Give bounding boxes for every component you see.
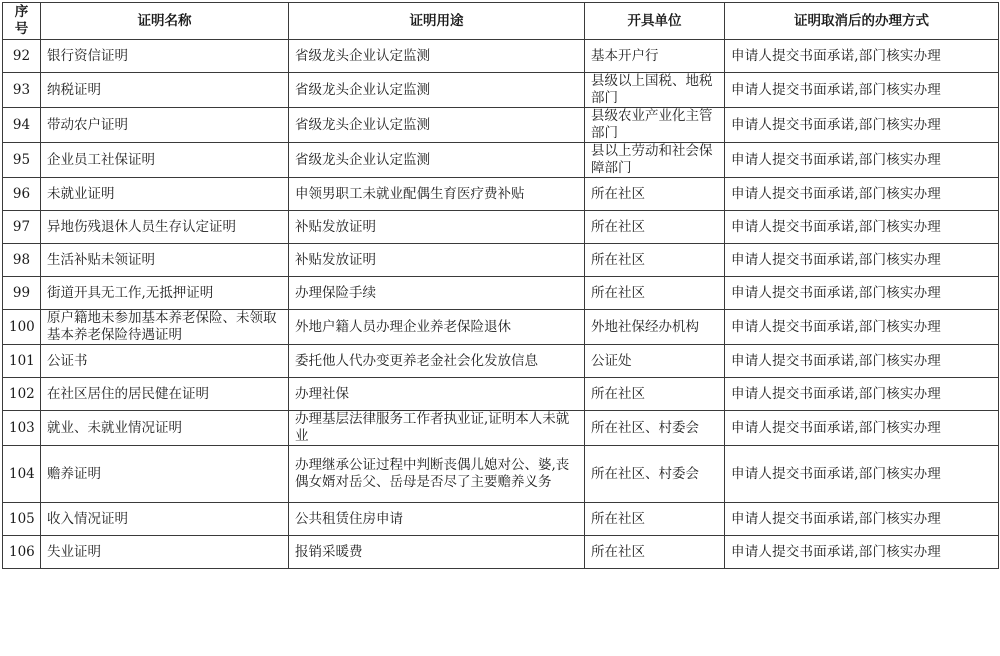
row-name: 生活补贴未领证明 bbox=[41, 244, 289, 277]
header-issuer: 开具单位 bbox=[585, 3, 725, 40]
row-purpose: 补贴发放证明 bbox=[289, 211, 585, 244]
row-no: 95 bbox=[3, 143, 41, 178]
row-no: 102 bbox=[3, 378, 41, 411]
table-row bbox=[3, 310, 999, 345]
row-no: 100 bbox=[3, 310, 41, 345]
row-purpose: 公共租赁住房申请 bbox=[289, 503, 585, 536]
certificate-table bbox=[2, 2, 999, 569]
header-purpose: 证明用途 bbox=[289, 3, 585, 40]
row-method: 申请人提交书面承诺,部门核实办理 bbox=[725, 503, 999, 536]
row-method: 申请人提交书面承诺,部门核实办理 bbox=[725, 211, 999, 244]
header-no: 序号 bbox=[3, 3, 41, 40]
row-purpose: 办理基层法律服务工作者执业证,证明本人未就业 bbox=[289, 411, 585, 446]
row-no: 103 bbox=[3, 411, 41, 446]
row-purpose: 省级龙头企业认定监测 bbox=[289, 143, 585, 178]
row-purpose: 省级龙头企业认定监测 bbox=[289, 73, 585, 108]
row-issuer: 基本开户行 bbox=[585, 40, 725, 73]
row-issuer: 所在社区 bbox=[585, 277, 725, 310]
row-no: 105 bbox=[3, 503, 41, 536]
table-row bbox=[3, 143, 999, 178]
table-row bbox=[3, 345, 999, 378]
row-no: 106 bbox=[3, 536, 41, 569]
table-row bbox=[3, 446, 999, 503]
row-method: 申请人提交书面承诺,部门核实办理 bbox=[725, 411, 999, 446]
row-issuer: 公证处 bbox=[585, 345, 725, 378]
row-purpose: 委托他人代办变更养老金社会化发放信息 bbox=[289, 345, 585, 378]
row-name: 未就业证明 bbox=[41, 178, 289, 211]
row-method: 申请人提交书面承诺,部门核实办理 bbox=[725, 143, 999, 178]
row-purpose: 办理继承公证过程中判断丧偶儿媳对公、婆,丧偶女婿对岳父、岳母是否尽了主要赡养义务 bbox=[289, 446, 585, 503]
row-no: 94 bbox=[3, 108, 41, 143]
row-method: 申请人提交书面承诺,部门核实办理 bbox=[725, 446, 999, 503]
row-issuer: 所在社区 bbox=[585, 503, 725, 536]
row-issuer: 所在社区、村委会 bbox=[585, 411, 725, 446]
row-no: 93 bbox=[3, 73, 41, 108]
row-purpose: 申领男职工未就业配偶生育医疗费补贴 bbox=[289, 178, 585, 211]
row-name: 异地伤残退休人员生存认定证明 bbox=[41, 211, 289, 244]
row-method: 申请人提交书面承诺,部门核实办理 bbox=[725, 244, 999, 277]
row-name: 收入情况证明 bbox=[41, 503, 289, 536]
row-purpose: 补贴发放证明 bbox=[289, 244, 585, 277]
row-name: 在社区居住的居民健在证明 bbox=[41, 378, 289, 411]
table-row bbox=[3, 277, 999, 310]
row-purpose: 办理保险手续 bbox=[289, 277, 585, 310]
row-no: 99 bbox=[3, 277, 41, 310]
row-purpose: 省级龙头企业认定监测 bbox=[289, 40, 585, 73]
row-method: 申请人提交书面承诺,部门核实办理 bbox=[725, 345, 999, 378]
row-name: 失业证明 bbox=[41, 536, 289, 569]
row-purpose: 办理社保 bbox=[289, 378, 585, 411]
row-method: 申请人提交书面承诺,部门核实办理 bbox=[725, 108, 999, 143]
row-name: 银行资信证明 bbox=[41, 40, 289, 73]
row-method: 申请人提交书面承诺,部门核实办理 bbox=[725, 40, 999, 73]
row-name: 公证书 bbox=[41, 345, 289, 378]
row-name: 赡养证明 bbox=[41, 446, 289, 503]
row-name: 带动农户证明 bbox=[41, 108, 289, 143]
row-no: 96 bbox=[3, 178, 41, 211]
table-row bbox=[3, 536, 999, 569]
table-row bbox=[3, 73, 999, 108]
row-method: 申请人提交书面承诺,部门核实办理 bbox=[725, 536, 999, 569]
row-name: 街道开具无工作,无抵押证明 bbox=[41, 277, 289, 310]
row-issuer: 所在社区 bbox=[585, 244, 725, 277]
row-issuer: 所在社区 bbox=[585, 378, 725, 411]
table-row bbox=[3, 178, 999, 211]
row-method: 申请人提交书面承诺,部门核实办理 bbox=[725, 378, 999, 411]
row-purpose: 省级龙头企业认定监测 bbox=[289, 108, 585, 143]
row-name: 原户籍地未参加基本养老保险、未领取基本养老保险待遇证明 bbox=[41, 310, 289, 345]
row-no: 97 bbox=[3, 211, 41, 244]
row-issuer: 外地社保经办机构 bbox=[585, 310, 725, 345]
row-issuer: 县级以上国税、地税部门 bbox=[585, 73, 725, 108]
row-issuer: 所在社区、村委会 bbox=[585, 446, 725, 503]
row-purpose: 报销采暖费 bbox=[289, 536, 585, 569]
row-no: 104 bbox=[3, 446, 41, 503]
row-method: 申请人提交书面承诺,部门核实办理 bbox=[725, 277, 999, 310]
row-name: 就业、未就业情况证明 bbox=[41, 411, 289, 446]
row-no: 92 bbox=[3, 40, 41, 73]
table-row bbox=[3, 211, 999, 244]
header-name: 证明名称 bbox=[41, 3, 289, 40]
table-row bbox=[3, 378, 999, 411]
row-no: 98 bbox=[3, 244, 41, 277]
row-method: 申请人提交书面承诺,部门核实办理 bbox=[725, 310, 999, 345]
table-row bbox=[3, 108, 999, 143]
row-method: 申请人提交书面承诺,部门核实办理 bbox=[725, 178, 999, 211]
row-issuer: 所在社区 bbox=[585, 211, 725, 244]
table-row bbox=[3, 503, 999, 536]
row-issuer: 县级农业产业化主管部门 bbox=[585, 108, 725, 143]
header-method: 证明取消后的办理方式 bbox=[725, 3, 999, 40]
row-issuer: 所在社区 bbox=[585, 536, 725, 569]
header-row bbox=[3, 3, 999, 40]
row-issuer: 县以上劳动和社会保障部门 bbox=[585, 143, 725, 178]
row-name: 企业员工社保证明 bbox=[41, 143, 289, 178]
row-no: 101 bbox=[3, 345, 41, 378]
table-row bbox=[3, 411, 999, 446]
row-method: 申请人提交书面承诺,部门核实办理 bbox=[725, 73, 999, 108]
table-row bbox=[3, 244, 999, 277]
row-issuer: 所在社区 bbox=[585, 178, 725, 211]
row-purpose: 外地户籍人员办理企业养老保险退休 bbox=[289, 310, 585, 345]
row-name: 纳税证明 bbox=[41, 73, 289, 108]
table-row bbox=[3, 40, 999, 73]
